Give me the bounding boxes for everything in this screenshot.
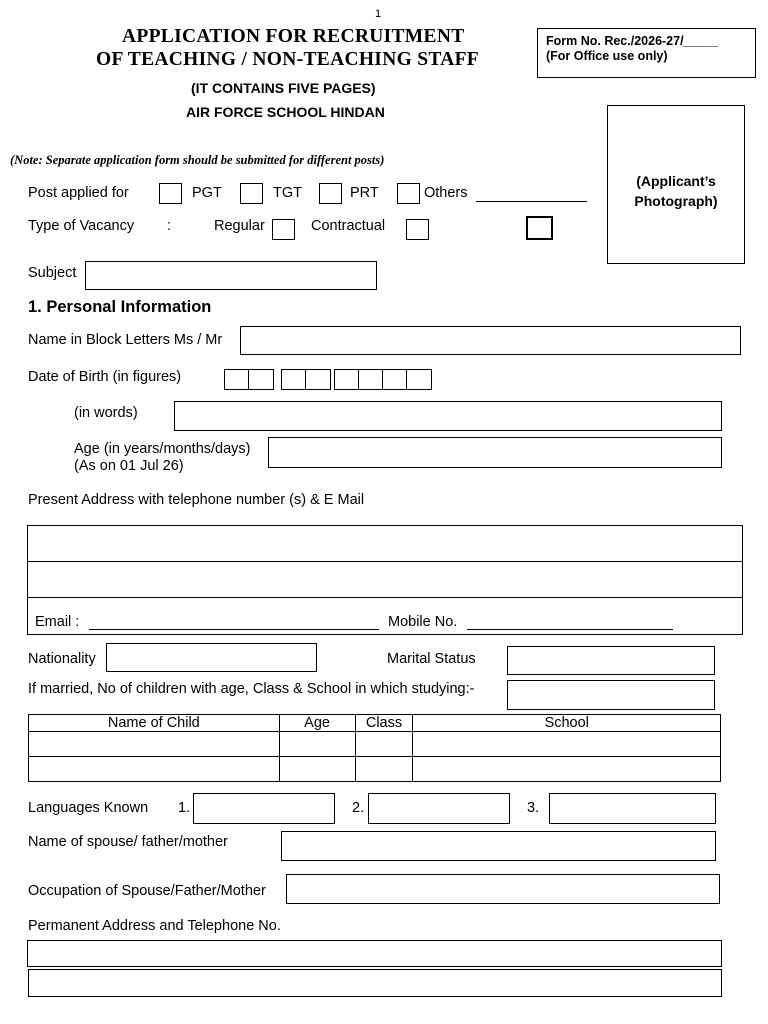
- permanent-address-label: Permanent Address and Telephone No.: [28, 918, 281, 934]
- email-label: Email :: [35, 614, 80, 630]
- office-use-note: (For Office use only): [546, 49, 668, 63]
- post-label: Post applied for: [28, 185, 129, 201]
- column-header-school: School: [413, 715, 721, 732]
- age-field[interactable]: [268, 437, 722, 468]
- children-label: If married, No of children with age, Class & School in which studying:-: [28, 681, 475, 697]
- contractual-checkbox[interactable]: [406, 219, 429, 240]
- present-address-label: Present Address with telephone number (s) & E Mail: [28, 492, 365, 508]
- child-age-cell[interactable]: [279, 757, 355, 782]
- prt-label: PRT: [350, 185, 379, 201]
- tgt-label: TGT: [273, 185, 302, 201]
- address-row-divider-2: [28, 597, 742, 598]
- table-row: [29, 757, 721, 782]
- subject-field[interactable]: [85, 261, 377, 290]
- language-1-number: 1.: [178, 800, 191, 816]
- marital-status-field[interactable]: [507, 646, 715, 675]
- occupation-field[interactable]: [286, 874, 720, 904]
- child-name-cell[interactable]: [29, 732, 280, 757]
- marital-status-label: Marital Status: [387, 651, 476, 667]
- regular-label: Regular: [214, 218, 265, 234]
- vacancy-colon: :: [167, 218, 172, 234]
- child-school-cell[interactable]: [413, 757, 721, 782]
- dob-day-boxes[interactable]: [224, 369, 274, 390]
- mobile-line[interactable]: [467, 617, 673, 630]
- others-label: Others: [424, 185, 468, 201]
- child-name-cell[interactable]: [29, 757, 280, 782]
- nationality-field[interactable]: [106, 643, 317, 672]
- form-title-line2: OF TEACHING / NON-TEACHING STAFF: [96, 49, 480, 70]
- contractual-label: Contractual: [311, 218, 386, 234]
- column-header-name: Name of Child: [29, 715, 280, 732]
- present-address-box[interactable]: [27, 525, 743, 635]
- column-header-class: Class: [355, 715, 413, 732]
- name-field[interactable]: [240, 326, 741, 355]
- pgt-checkbox[interactable]: [159, 183, 182, 204]
- language-2-number: 2.: [352, 800, 365, 816]
- page-number: 1: [375, 8, 382, 20]
- dob-words-label: (in words): [74, 405, 138, 421]
- vacancy-label: Type of Vacancy: [28, 218, 135, 234]
- language-3-field[interactable]: [549, 793, 716, 824]
- child-school-cell[interactable]: [413, 732, 721, 757]
- language-1-field[interactable]: [193, 793, 335, 824]
- vacancy-extra-checkbox[interactable]: [526, 216, 553, 240]
- dob-words-field[interactable]: [174, 401, 722, 431]
- children-table: [28, 714, 721, 782]
- occupation-label: Occupation of Spouse/Father/Mother: [28, 883, 266, 899]
- child-class-cell[interactable]: [355, 732, 413, 757]
- school-name: AIR FORCE SCHOOL HINDAN: [186, 104, 385, 120]
- spouse-name-field[interactable]: [281, 831, 716, 861]
- section-personal-information: 1. Personal Information: [28, 298, 212, 316]
- dob-year-boxes[interactable]: [334, 369, 432, 390]
- subject-label: Subject: [28, 265, 77, 281]
- age-label: Age (in years/months/days): [74, 441, 251, 457]
- form-title-line1: APPLICATION FOR RECRUITMENT: [122, 26, 465, 47]
- others-specify-line[interactable]: [476, 189, 587, 202]
- photograph-box[interactable]: [607, 105, 745, 264]
- age-as-on-label: (As on 01 Jul 26): [74, 458, 184, 474]
- permanent-address-field-2[interactable]: [28, 969, 722, 997]
- child-age-cell[interactable]: [279, 732, 355, 757]
- table-header-row: [29, 715, 721, 732]
- form-number: Form No. Rec./2026-27/_____: [546, 34, 719, 48]
- language-3-number: 3.: [527, 800, 540, 816]
- photograph-label-line1: (Applicant’s: [636, 173, 716, 189]
- pgt-label: PGT: [192, 185, 222, 201]
- dob-month-boxes[interactable]: [281, 369, 331, 390]
- email-line[interactable]: [89, 617, 379, 630]
- spouse-name-label: Name of spouse/ father/mother: [28, 834, 228, 850]
- note-text: (Note: Separate application form should be submitted for different posts): [10, 153, 385, 167]
- form-number-box: [537, 28, 756, 78]
- table-row: [29, 732, 721, 757]
- column-header-age: Age: [279, 715, 355, 732]
- prt-checkbox[interactable]: [319, 183, 342, 204]
- nationality-label: Nationality: [28, 651, 96, 667]
- address-row-divider-1: [28, 561, 742, 562]
- name-label: Name in Block Letters Ms / Mr: [28, 332, 223, 348]
- tgt-checkbox[interactable]: [240, 183, 263, 204]
- language-2-field[interactable]: [368, 793, 510, 824]
- child-class-cell[interactable]: [355, 757, 413, 782]
- permanent-address-field-1[interactable]: [27, 940, 722, 967]
- mobile-label: Mobile No.: [388, 614, 458, 630]
- languages-label: Languages Known: [28, 800, 149, 816]
- dob-label: Date of Birth (in figures): [28, 369, 182, 385]
- photograph-label-line2: Photograph): [634, 193, 718, 209]
- children-count-field[interactable]: [507, 680, 715, 710]
- regular-checkbox[interactable]: [272, 219, 295, 240]
- form-subtitle: (IT CONTAINS FIVE PAGES): [191, 80, 376, 96]
- others-checkbox[interactable]: [397, 183, 420, 204]
